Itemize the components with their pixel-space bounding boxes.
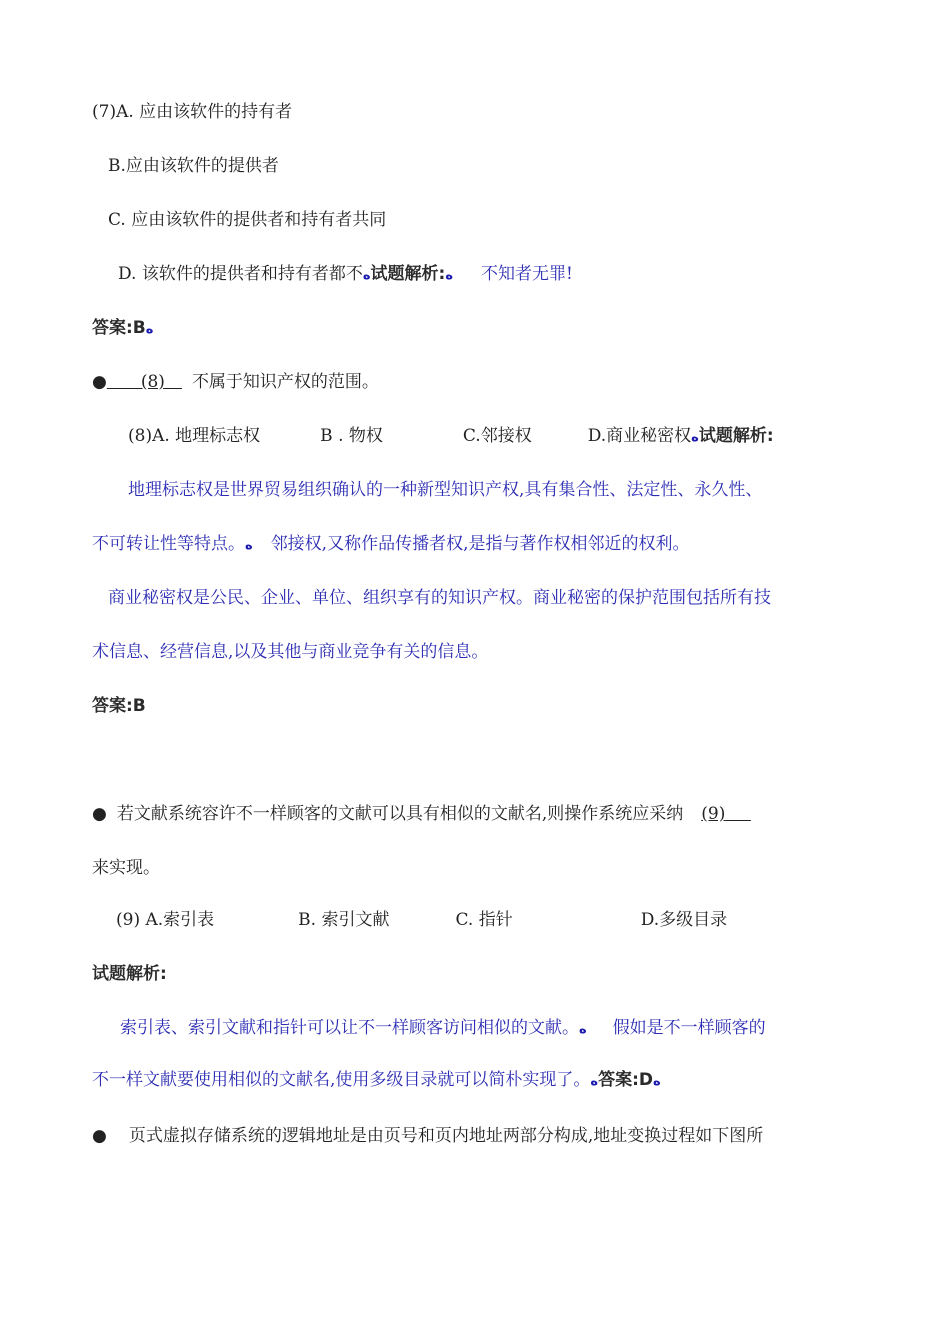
bullet-icon: ● — [92, 804, 107, 824]
q9-answer-text: 答案:D — [598, 1070, 654, 1090]
q7-option-d-text: D. 该软件的提供者和持有者都不 — [118, 264, 363, 284]
q9-stem-1-text: 若文献系统容许不一样顾客的文献可以具有相似的文献名,则操作系统应采纳 — [116, 804, 684, 824]
q9-analysis-line-2 — [92, 1068, 661, 1094]
q8-analysis-line-2 — [92, 532, 690, 558]
q8-analysis-2b-text: 邻接权,又称作品传播者权,是指与著作权相邻近的权利。 — [270, 534, 690, 554]
q7-option-a-text: (7)A. 应由该软件的持有者 — [92, 102, 293, 122]
q10-stem-1-text: 页式虚拟存储系统的逻辑地址是由页号和页内地址两部分构成,地址变换过程如下图所 — [128, 1126, 764, 1146]
bullet-icon: ● — [92, 1126, 107, 1146]
q7-option-d — [118, 262, 573, 288]
q8-analysis-line-3 — [108, 586, 771, 610]
paragraph-mark-icon: ه — [653, 1074, 661, 1089]
q8-blank — [107, 372, 182, 392]
q10-stem-line-1 — [92, 1124, 763, 1148]
q9-option-a: (9) A.索引表 — [116, 910, 215, 930]
q8-analysis-3-text: 商业秘密权是公民、企业、单位、组织享有的知识产权。商业秘密的保护范围包括所有技 — [108, 588, 771, 608]
q8-answer — [92, 694, 146, 718]
paragraph-mark-icon: ه — [145, 322, 154, 337]
q9-analysis-1b-text: 假如是不一样顾客的 — [612, 1018, 766, 1038]
q7-answer — [92, 316, 153, 342]
q9-analysis-1-text: 索引表、索引文献和指针可以让不一样顾客访问相似的文献。 — [120, 1018, 579, 1038]
q9-analysis-2-text: 不一样文献要使用相似的文献名,使用多级目录就可以简朴实现了。 — [92, 1070, 591, 1090]
q8-analysis-1-text: 地理标志权是世界贸易组织确认的一种新型知识产权,具有集合性、法定性、永久性、 — [128, 480, 763, 500]
q9-options — [116, 908, 727, 932]
q8-stem-text: 不属于知识产权的范围。 — [191, 372, 379, 392]
q7-option-a — [92, 100, 292, 124]
paragraph-mark-icon: ه — [362, 268, 371, 283]
q9-analysis-label-text: 试题解析: — [92, 964, 167, 984]
q8-option-a: (8)A. 地理标志权 — [128, 426, 261, 446]
q8-blank-text: (8) — [140, 372, 165, 392]
q8-analysis-2a-text: 不可转让性等特点。 — [92, 534, 245, 554]
paragraph-mark-icon: ه — [245, 538, 253, 553]
q9-analysis-line-1 — [120, 1016, 766, 1042]
q9-stem-2-text: 来实现。 — [92, 858, 160, 878]
q7-option-c — [108, 208, 386, 232]
q8-answer-text: 答案:B — [92, 696, 146, 716]
q7-answer-text: 答案:B — [92, 318, 146, 338]
q7-analysis-text: 不知者无罪! — [481, 264, 573, 284]
q8-options — [128, 424, 774, 450]
q8-analysis-label: 试题解析: — [698, 426, 774, 446]
q8-option-d: D.商业秘密权 — [587, 426, 692, 446]
q9-stem-line-1 — [92, 802, 751, 826]
q8-analysis-line-4 — [92, 640, 488, 664]
q7-analysis-label: 试题解析: — [370, 264, 446, 284]
q8-analysis-line-1 — [128, 478, 762, 502]
paragraph-mark-icon: ه — [445, 268, 454, 283]
q8-stem — [92, 370, 379, 394]
q8-option-b: B . 物权 — [320, 426, 383, 446]
q9-blank-text: (9) — [701, 804, 726, 824]
q8-analysis-4-text: 术信息、经营信息,以及其他与商业竞争有关的信息。 — [92, 642, 489, 662]
paragraph-mark-icon: ه — [579, 1022, 587, 1037]
q7-option-b — [108, 154, 279, 178]
q9-option-d: D.多级目录 — [640, 910, 728, 930]
q7-option-b-text: B.应由该软件的提供者 — [108, 156, 279, 176]
paragraph-mark-icon: ه — [590, 1074, 599, 1089]
q8-option-c: C.邻接权 — [462, 426, 532, 446]
paragraph-mark-icon: ه — [691, 430, 699, 445]
bullet-icon: ● — [92, 372, 107, 392]
q9-blank — [701, 804, 751, 824]
q9-stem-line-2 — [92, 856, 160, 880]
q7-option-c-text: C. 应由该软件的提供者和持有者共同 — [108, 210, 387, 230]
q9-option-b: B. 索引文献 — [298, 910, 390, 930]
q9-option-c: C. 指针 — [455, 910, 513, 930]
q9-analysis-label — [92, 962, 167, 986]
